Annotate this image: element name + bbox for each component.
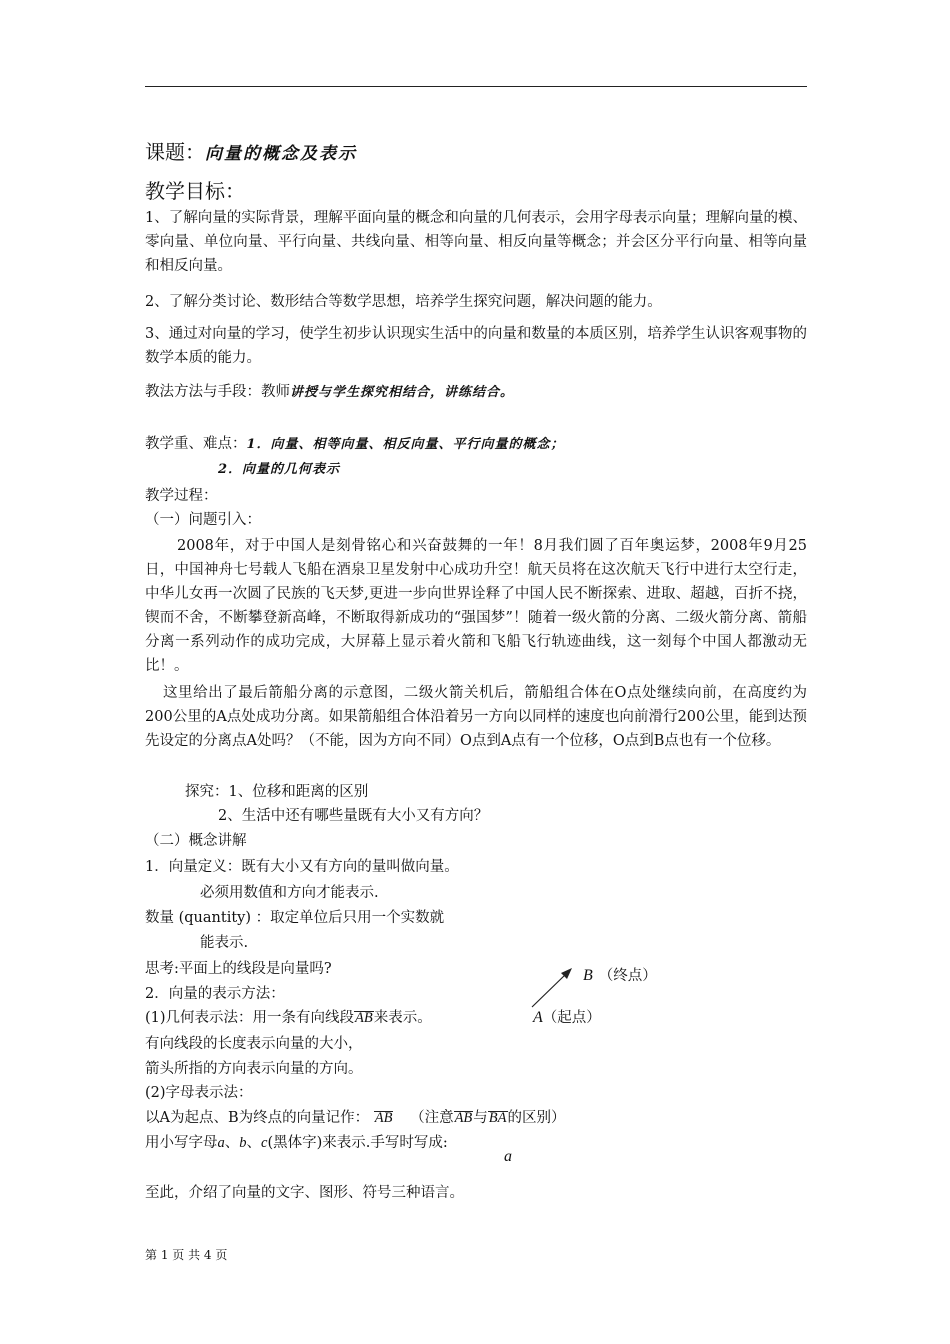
- figure-label-b: B （终点）: [583, 967, 657, 984]
- explore-2: 2、生活中还有哪些量既有大小又有方向？: [218, 808, 489, 824]
- section-intro-heading: （一）问题引入：: [145, 512, 261, 528]
- lesson-title: 课题：向量的概念及表示: [145, 140, 357, 164]
- lesson-title-text: 向量的概念及表示: [205, 144, 357, 164]
- section-concept-heading: （二）概念讲解: [145, 833, 247, 849]
- vector-definition-note: 必须用数值和方向才能表示.: [200, 885, 379, 901]
- lowercase-representation: 用小写字母a、b、c(黑体字)来表示.手写时写成:: [145, 1135, 448, 1151]
- vector-arrow-line: [532, 974, 566, 1007]
- page-footer: 第 1 页 共 4 页: [145, 1248, 228, 1262]
- methods-line: 教法方法与手段：教师讲授与学生探究相结合，讲练结合。: [145, 384, 515, 400]
- representation-heading: 2．向量的表示方法：: [145, 986, 285, 1002]
- quantity-definition-cont: 能表示.: [200, 935, 249, 951]
- handwritten-vector-a: a: [504, 1148, 512, 1165]
- goal-item-2: 2、了解分类讨论、数形结合等数学思想，培养学生探究问题，解决问题的能力。: [145, 294, 662, 310]
- figure-label-a: A（起点）: [533, 1009, 601, 1026]
- vector-ba-symbol: BA: [488, 1110, 507, 1126]
- intro-story-1: 2008年，对于中国人是刻骨铭心和兴奋鼓舞的一年！8月我们圆了百年奥运梦，2008年9月25日，中国神舟七号载人飞船在酒泉卫星发射中心成功升空！航天员将在这次航天飞行中进行太空行走，中华儿女再一次圆了民族的飞天梦,更进一步向世界诠释了中国人民不断探索、进取、超越，百折不挠，锲而不舍，不断攀登新高峰，不断取得新成功的“强国梦”！随着一级火箭的分离、二级火箭分离、箭船分离一系列动作的成功完成，大屏幕上显示着火箭和飞船飞行轨迹曲线，这一刻每个中国人都激动无比！。: [145, 538, 807, 674]
- process-heading: 教学过程：: [145, 488, 218, 504]
- think-question: 思考:平面上的线段是向量吗?: [145, 961, 332, 977]
- key-points-line-2: 2．向量的几何表示: [218, 462, 341, 477]
- key-points-line: 教学重、难点：1．向量、相等向量、相反向量、平行向量的概念；: [145, 436, 565, 452]
- direction-meaning: 箭头所指的方向表示向量的方向。: [145, 1061, 363, 1077]
- goal-item-3: 3、通过对向量的学习，使学生初步认识现实生活中的向量和数量的本质区别，培养学生认识客观事物的数学本质的能力。: [145, 326, 807, 366]
- letter-representation-heading: (2)字母表示法：: [145, 1085, 253, 1101]
- vector-ab-symbol: AB: [374, 1110, 393, 1126]
- goal-item-1: 1、了解向量的实际背景，理解平面向量的概念和向量的几何表示，会用字母表示向量；理解向量的模、零向量、单位向量、平行向量、共线向量、相等向量、相反向量等概念；并会区分平行向量、相等向量和相反向量。: [145, 210, 807, 274]
- intro-story-2: 这里给出了最后箭船分离的示意图，二级火箭关机后，箭船组合体在O点处继续向前，在高度约为200公里的A点处成功分离。如果箭船组合体沿着另一方向以同样的速度也向前滑行200公里，能到达预先设定的分离点A处吗？（不能，因为方向不同）O点到A点有一个位移，O点到B点也有一个位移。: [145, 685, 807, 749]
- quantity-definition: 数量 (quantity) ：取定单位后只用一个实数就: [145, 910, 445, 926]
- explore-1: 探究：1、位移和距离的区别: [185, 784, 369, 800]
- vector-definition: 1．向量定义：既有大小又有方向的量叫做向量。: [145, 859, 459, 875]
- goals-heading: 教学目标：: [145, 179, 245, 203]
- letter-representation: 以A为起点、B为终点的向量记作： AB （注意AB与BA的区别）: [145, 1110, 566, 1126]
- conclusion: 至此，介绍了向量的文字、图形、符号三种语言。: [145, 1185, 464, 1201]
- length-meaning: 有向线段的长度表示向量的大小，: [145, 1036, 363, 1052]
- geometric-representation: (1)几何表示法：用一条有向线段AB来表示。: [145, 1010, 432, 1026]
- vector-ab-symbol: AB: [454, 1110, 473, 1126]
- vector-ab-symbol: AB: [355, 1010, 373, 1026]
